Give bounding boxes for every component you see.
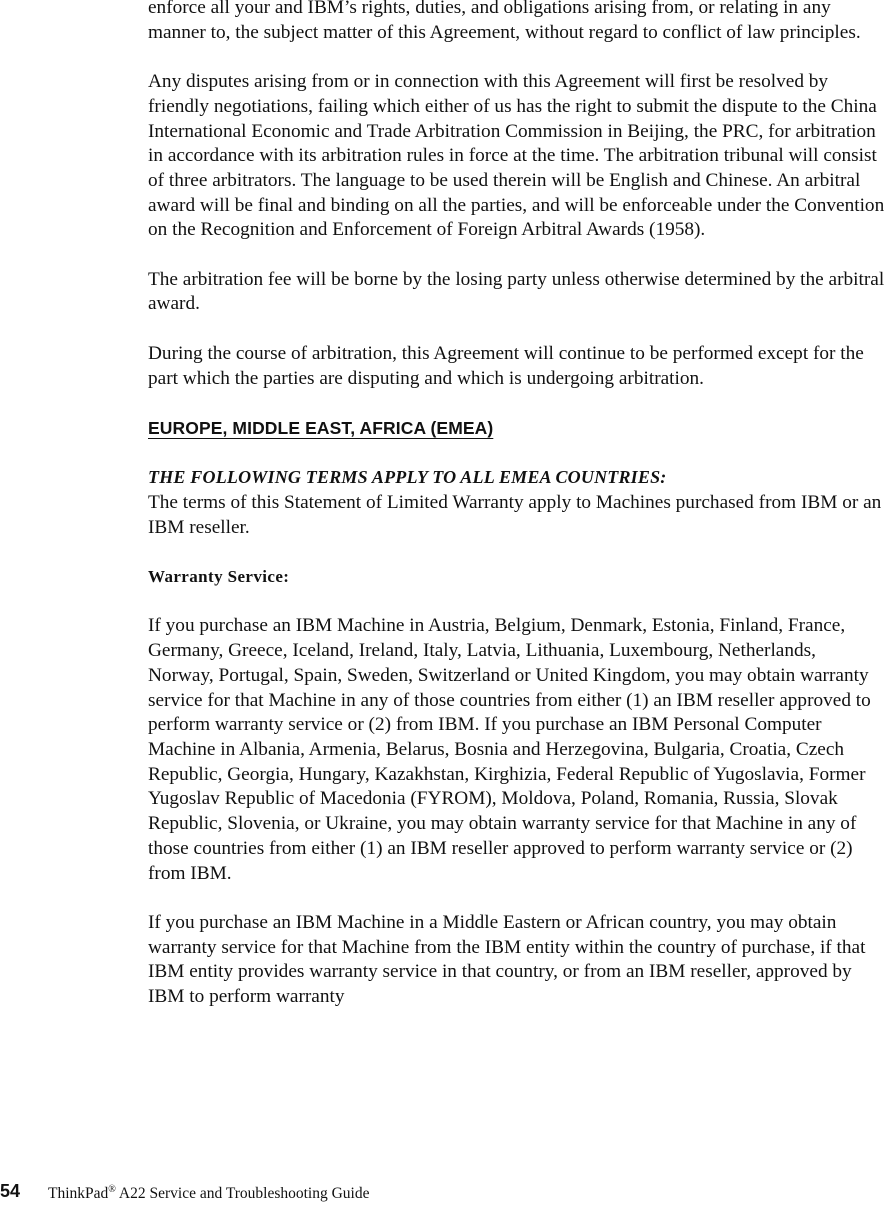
page-footer [0,1181,887,1205]
paragraph-arbitration-course: During the course of arbitration, this Agreement will continue to be performed except for the part which the parties are disputing and which is undergoing arbitration. [148,342,864,389]
paragraph-middle-east-africa: If you purchase an IBM Machine in a Middle Eastern or African country, you may obtain warranty service for that Machine from the IBM entity within the country of purchase, if that IBM entity provides warranty service in that country, or from an IBM reseller, approved by IBM to perform warranty [148,911,866,1007]
paragraph-warranty-countries: If you purchase an IBM Machine in Austria, Belgium, Denmark, Estonia, Finland, France, Germany, Greece, Iceland, Ireland, Italy, Latvia, Lithuania, Luxembourg, Netherlands, Norway, Portugal, Spain, Sweden, Switzerland or United Kingdom, you may obtain warranty service for that Machine in any of those countries from either (1) an IBM reseller approved to perform warranty service or (2) from IBM. If you purchase an IBM Personal Computer Machine in Albania, Armenia, Belarus, Bosnia and Herzegovina, Bulgaria, Croatia, Czech Republic, Georgia, Hungary, Kazakhstan, Kirghizia, Federal Republic of Yugoslavia, Former Yugoslav Republic of Macedonia (FYROM), Moldova, Poland, Romania, Russia, Slovak Republic, Slovenia, or Ukraine, you may obtain warranty service for that Machine in any of those countries from either (1) an IBM reseller approved to perform warranty service or (2) from IBM. [148,615,871,884]
registered-mark: ® [108,1184,116,1195]
footer-brand: ThinkPad [48,1185,109,1203]
document-body [148,0,886,1034]
subheading-text: THE FOLLOWING TERMS APPLY TO ALL EMEA COUNTRIES: [148,467,667,488]
subheading-emea-terms [148,465,886,491]
paragraph-disputes: Any disputes arising from or in connection with this Agreement will first be resolved by friendly negotiations, failing which either of us has the right to submit the dispute to the China International Economic and Trade Arbitration Commission in Beijing, the PRC, for arbitration in accordance with its arbitration rules in force at the time. The arbitration tribunal will consist of three arbitrators. The language to be used therein will be English and Chinese. An arbitral award will be final and binding on all the parties, and will be enforceable under the Convention on the Recognition and Enforcement of Foreign Arbitral Awards (1958). [148,71,885,241]
label-warranty-service: Warranty Service: [148,567,290,587]
footer-title [48,1184,370,1203]
section-heading-emea: EUROPE, MIDDLE EAST, AFRICA (EMEA) [148,417,494,438]
page-number: 54 [0,1181,21,1201]
paragraph-terms-apply: The terms of this Statement of Limited Warranty apply to Machines purchased from IBM or an IBM reseller. [148,491,882,538]
footer-guide-title: A22 Service and Troubleshooting Guide [118,1185,370,1203]
paragraph-governing-law: enforce all your and IBM’s rights, duties, and obligations arising from, or relating in any manner to, the subject matter of this Agreement, without regard to conflict of law principles. [148,0,861,43]
paragraph-arbitration-fee: The arbitration fee will be borne by the losing party unless otherwise determined by the arbitral award. [148,268,885,315]
